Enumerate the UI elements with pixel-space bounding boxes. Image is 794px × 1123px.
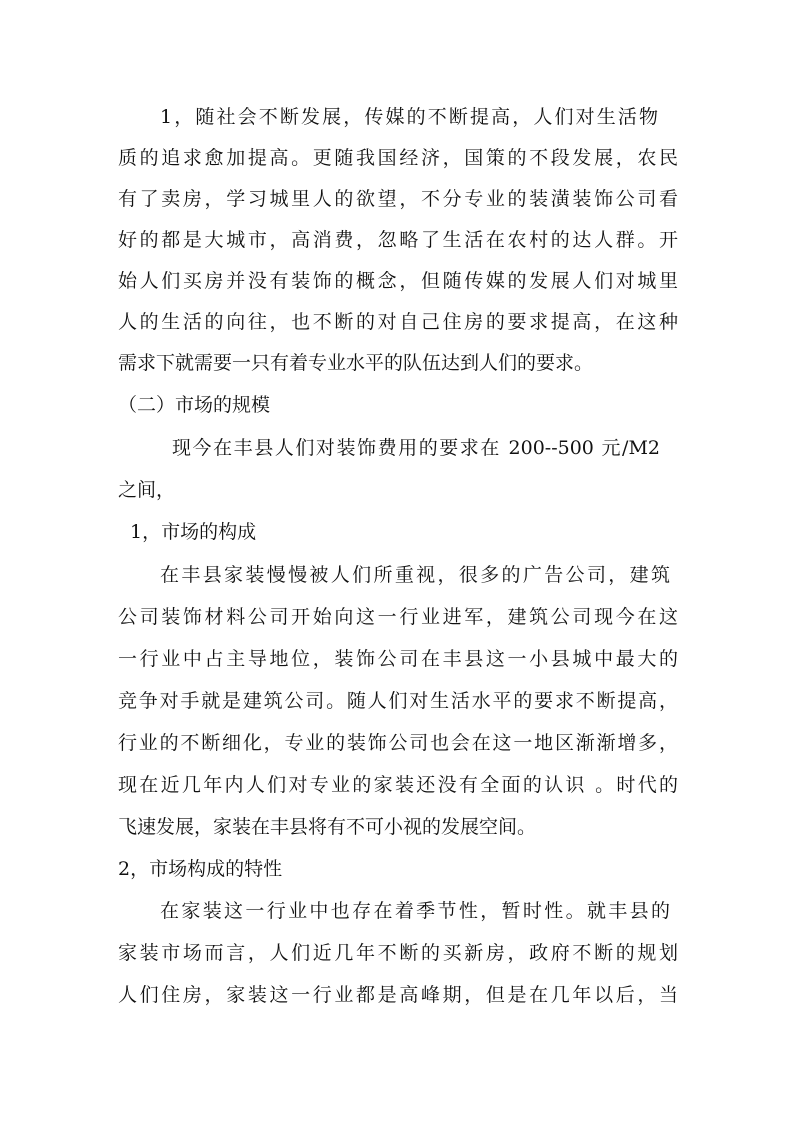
paragraph-line: 一行业中占主导地位，装饰公司在丰县这一小县城中最大的: [118, 648, 678, 670]
paragraph-line: 在家装这一行业中也存在着季节性，暂时性。就丰县的: [160, 900, 670, 922]
paragraph-line: 人的生活的向往，也不断的对自己住房的要求提高，在这种: [118, 311, 678, 333]
paragraph-line: 之间，: [118, 479, 176, 501]
paragraph-line: 行业的不断细化，专业的装饰公司也会在这一地区渐渐增多，: [118, 732, 678, 754]
paragraph-line: 有了卖房，学习城里人的欲望，不分专业的装潢装饰公司看: [118, 188, 678, 210]
paragraph-line: 1，随社会不断发展，传媒的不断提高，人们对生活物: [160, 106, 658, 128]
paragraph-line: 竞争对手就是建筑公司。随人们对生活水平的要求不断提高，: [118, 690, 678, 712]
paragraph-line: 人们住房，家装这一行业都是高峰期，但是在几年以后，当: [118, 984, 678, 1006]
paragraph-line: 在丰县家装慢慢被人们所重视，很多的广告公司，建筑: [160, 564, 670, 586]
paragraph-line: 公司装饰材料公司开始向这一行业进军，建筑公司现今在这: [118, 606, 678, 628]
section-heading: （二）市场的规模: [118, 394, 271, 416]
paragraph-line: 现今在丰县人们对装饰费用的要求在 200--500 元/M2: [172, 437, 660, 459]
paragraph-line: 家装市场而言，人们近几年不断的买新房，政府不断的规划: [118, 942, 678, 964]
subsection-heading: 2，市场构成的特性: [118, 858, 283, 880]
subsection-heading: 1，市场的构成: [130, 521, 257, 543]
paragraph-line: 飞速发展，家装在丰县将有不可小视的发展空间。: [118, 816, 537, 838]
paragraph-line: 始人们买房并没有装饰的概念，但随传媒的发展人们对城里: [118, 270, 678, 292]
paragraph-line: 好的都是大城市，高消费，忽略了生活在农村的达人群。开: [118, 229, 678, 251]
paragraph-line: 需求下就需要一只有着专业水平的队伍达到人们的要求。: [118, 352, 594, 374]
paragraph-line: 现在近几年内人们对专业的家装还没有全面的认识 。时代的: [118, 774, 678, 796]
paragraph-line: 质的追求愈加提高。更随我国经济，国策的不段发展，农民: [118, 147, 678, 169]
